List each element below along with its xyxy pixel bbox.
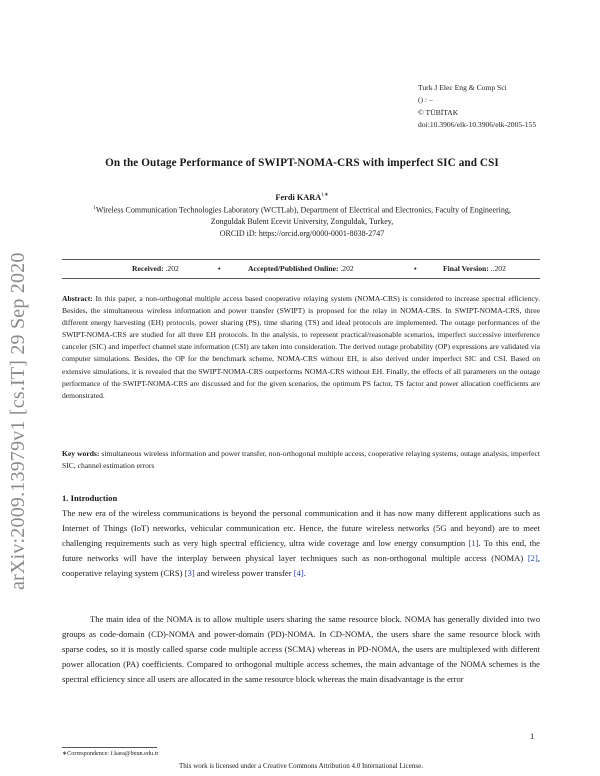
citation-link[interactable]: [3] bbox=[184, 567, 195, 578]
citation-link[interactable]: [2] bbox=[527, 552, 538, 563]
page-number: 1 bbox=[530, 731, 535, 741]
date-separator: • bbox=[414, 264, 417, 273]
affiliation-line-2: Zonguldak Bulent Ecevit University, Zonguldak, Turkey, bbox=[210, 217, 394, 227]
abstract-label: Abstract: bbox=[62, 294, 93, 303]
journal-copyright: © TÜBİTAK bbox=[418, 107, 459, 117]
received-date: Received: .202 bbox=[132, 264, 179, 273]
journal-volume: () : – bbox=[418, 95, 433, 105]
citation-link[interactable]: [4] bbox=[293, 567, 304, 578]
arxiv-identifier bbox=[7, 252, 29, 604]
section-heading: 1. Introduction bbox=[62, 493, 118, 503]
correspondence-footnote: ∗Correspondence: f.kara@beun.edu.tr bbox=[62, 750, 159, 757]
header-rule-top bbox=[62, 259, 540, 260]
journal-name: Turk J Elec Eng & Comp Sci bbox=[418, 83, 507, 92]
final-version-date: Final Version: ..202 bbox=[443, 264, 506, 273]
affiliation-mark: 1 bbox=[93, 205, 96, 211]
author-name: Ferdi KARA bbox=[275, 192, 322, 202]
keywords-text: simultaneous wireless information and power transfer, non-orthogonal multiple access, cooperative relaying systems, outage analysis, imperfect SIC, channel estimation errors bbox=[62, 449, 540, 471]
author-line bbox=[62, 192, 542, 202]
date-separator: • bbox=[218, 264, 221, 273]
intro-paragraph-2: The main idea of the NOMA is to allow multiple users sharing the same resource block. NOMA has generally divided into two groups as code-domain (CD)-NOMA and power-domain (PD)-NOMA. In CD-NOMA, the users share the same resource block with sparse codes, so it is mostly called sparse code multiple access (SCMA) whereas in PD-NOMA, the users are multiplexed with different power allocation (PA) coefficients. Compared to orthogonal multiple access schemes, the main advantage of the NOMA schemes is the spectral efficiency since all users are allocated in the same resource block whereas the main disadvantage is the error bbox=[62, 614, 540, 684]
keywords-label: Key words: bbox=[62, 449, 100, 458]
accepted-date: Accepted/Published Online: .202 bbox=[248, 264, 354, 273]
orcid-line: ORCID iD: https://orcid.org/0000-0001-8038-2747 bbox=[219, 228, 385, 238]
affiliation-line-1: $^1$Wireless Communication Technologies Laboratory (WCTLab), Department of Electrical and Electronics, Faculty of Engineering, bbox=[93, 205, 511, 215]
author-marks: 1∗ bbox=[321, 192, 329, 198]
footnote-rule bbox=[62, 747, 157, 748]
intro-paragraph-1: The new era of the wireless communications is beyond the personal communication and it has now many different applications such as Internet of Things (IoT) networks, vehicular communication etc. Hence, the future wireless networks (5G and beyond) are to meet challenging requirements such as very high spectral efficiency, ultra wide coverage and low energy consumption [1]. To this end, the future networks will have the interplay between physical layer techniques such as non-orthogonal multiple access (NOMA) [2], cooperative relaying system (CRS) [3] and wireless power transfer [4]. bbox=[62, 508, 540, 578]
arxiv-identifier-text: arXiv:2009.13979v1 [cs.IT] 29 Sep 2020 bbox=[7, 252, 29, 590]
header-rule-bottom bbox=[62, 278, 540, 279]
journal-doi: doi:10.3906/elk-10.3906/elk-2005-155 bbox=[418, 119, 537, 129]
abstract-text: In this paper, a non-orthogonal multiple access based cooperative relaying system (NOMA-CRS) is considered to increase spectral efficiency. Besides, the simultaneous wireless information and power transfer (SWIPT) is proposed for the relay in NOMA-CRS. In SWIPT-NOMA-CRS, three different energy harvesting (EH) protocols, power sharing (PS), time sharing (TS) and ideal protocols are implemented. The outage performances of the SWIPT-NOMA-CRS are studied for all three EH protocols. In the analysis, to represent practical/reasonable scenarios, imperfect successive interference canceler (SIC) and imperfect channel state information (CSI) are taken into consideration. The derived outage probability (OP) expressions are validated via computer simulations. Besides, the OP for the benchmark scheme, NOMA-CRS without EH, is also derived under imperfect SIC and CSI. Based on extensive simulations, it is revealed that the SWIPT-NOMA-CRS outperforms NOMA-CRS without EH. Finally, the effects of all parameters on the outage performance of the SWIPT-NOMA-CRS are discussed and for the given scenarios, the optimum PS factor, TS factor and power allocation coefficients are demonstrated. bbox=[62, 294, 540, 400]
citation-link[interactable]: [1] bbox=[468, 537, 479, 548]
paper-title: On the Outage Performance of SWIPT-NOMA-CRS with imperfect SIC and CSI bbox=[105, 157, 499, 169]
affiliation bbox=[62, 203, 542, 239]
journal-info bbox=[418, 82, 536, 131]
abstract bbox=[62, 293, 540, 402]
keywords bbox=[62, 448, 540, 472]
license-notice: This work is licensed under a Creative Commons Attribution 4.0 International License. bbox=[179, 762, 423, 770]
